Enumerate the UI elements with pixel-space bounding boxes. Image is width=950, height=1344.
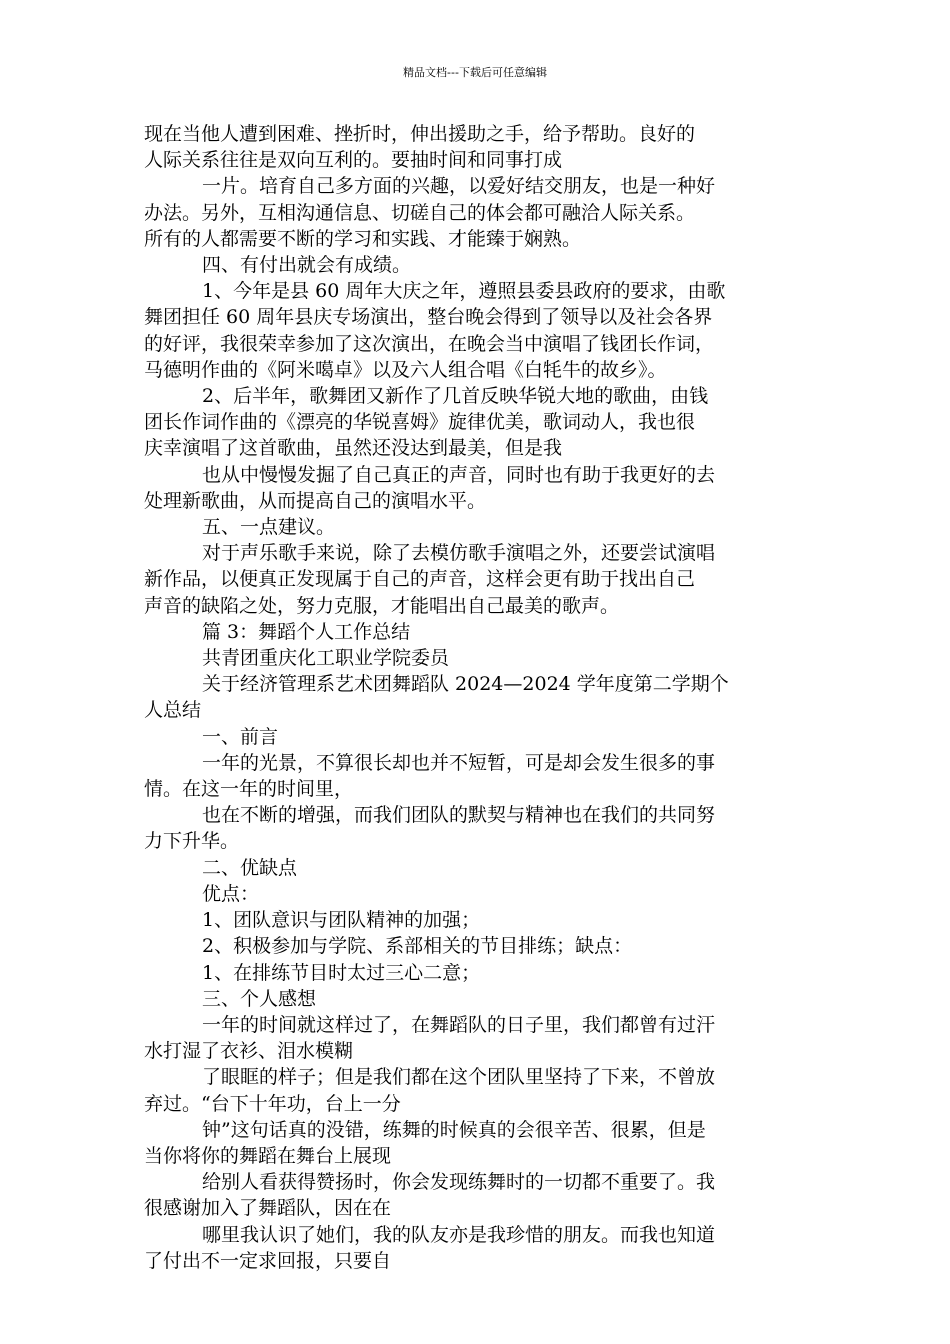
paragraph [144, 121, 814, 173]
text-line: 声音的缺陷之处，努力克服，才能唱出自己最美的歌声。 [144, 594, 620, 617]
text-line: 2、积极参加与学院、系部相关的节目排练；缺点： [202, 935, 633, 958]
paragraph [144, 1117, 814, 1169]
paragraph [144, 855, 814, 881]
text-line: 一年的时间就这样过了，在舞蹈队的日子里，我们都曾有过汗 [202, 1013, 716, 1036]
text-line: 哪里我认识了她们，我的队友亦是我珍惜的朋友。而我也知道 [202, 1223, 716, 1246]
paragraph [144, 1012, 814, 1064]
text-line: 共青团重庆化工职业学院委员 [202, 647, 450, 670]
text-line: 的好评，我很荣幸参加了这次演出，在晚会当中演唱了钱团长作词， [144, 332, 715, 355]
text-line: 办法。另外，互相沟通信息、切磋自己的体会都可融洽人际关系。 [144, 201, 696, 224]
text-line: 了付出不一定求回报，只要自 [144, 1249, 392, 1272]
paragraph [144, 645, 814, 671]
text-line: 2、后半年，歌舞团又新作了几首反映华锐大地的歌曲，由钱 [202, 385, 709, 408]
text-line: 一、前言 [202, 725, 279, 748]
text-line: 1、今年是县 60 周年大庆之年，遵照县委县政府的要求，由歌 [202, 280, 726, 303]
paragraph [144, 278, 814, 383]
text-line: 庆幸演唱了这首歌曲，虽然还没达到最美，但是我 [144, 437, 563, 460]
paragraph [144, 1222, 814, 1274]
paragraph [144, 252, 814, 278]
paragraph [144, 960, 814, 986]
text-line: 1、在排练节目时太过三心二意； [202, 961, 481, 984]
paragraph [144, 462, 814, 514]
paragraph [144, 173, 814, 252]
text-line: 对于声乐歌手来说，除了去模仿歌手演唱之外，还要尝试演唱 [202, 542, 716, 565]
text-line: 四、有付出就会有成绩。 [202, 254, 412, 277]
page-header: 精品文档---下载后可任意编辑 [403, 66, 547, 79]
text-line: 关于经济管理系艺术团舞蹈队 2024—2024 学年度第二学期个 [202, 673, 729, 696]
paragraph [144, 383, 814, 462]
text-line: 情。在这一年的时间里， [144, 778, 354, 801]
text-line: 五、一点建议。 [202, 516, 336, 539]
text-line: 弃过。“台下十年功，台上一分 [144, 1092, 401, 1115]
paragraph [144, 540, 814, 619]
text-line: 钟”这句话真的没错，练舞的时候真的会很辛苦、很累，但是 [202, 1118, 706, 1141]
text-line: 处理新歌曲，从而提高自己的演唱水平。 [144, 489, 487, 512]
text-line: 新作品，以便真正发现属于自己的声音，这样会更有助于找出自己 [144, 568, 696, 591]
paragraph [144, 881, 814, 907]
text-line: 人际关系往往是双向互利的。要抽时间和同事打成 [144, 149, 563, 172]
paragraph [144, 750, 814, 802]
paragraph [144, 802, 814, 854]
text-line: 也在不断的增强，而我们团队的默契与精神也在我们的共同努 [202, 804, 716, 827]
text-line: 团长作词作曲的《漂亮的华锐喜姆》旋律优美，歌词动人，我也很 [144, 411, 696, 434]
text-line: 一片。培育自己多方面的兴趣，以爱好结交朋友，也是一种好 [202, 175, 716, 198]
text-line: 人总结 [144, 699, 202, 722]
paragraph [144, 1064, 814, 1116]
text-line: 当你将你的舞蹈在舞台上展现 [144, 1144, 392, 1167]
document-body [144, 121, 814, 1274]
text-line: 二、优缺点 [202, 856, 298, 879]
text-line: 一年的光景，不算很长却也并不短暂，可是却会发生很多的事 [202, 751, 716, 774]
paragraph [144, 907, 814, 933]
paragraph [144, 1169, 814, 1221]
text-line: 篇 3：舞蹈个人工作总结 [202, 620, 411, 643]
paragraph [144, 933, 814, 959]
text-line: 三、个人感想 [202, 987, 317, 1010]
text-line: 力下升华。 [144, 830, 240, 853]
paragraph [144, 514, 814, 540]
paragraph [144, 619, 814, 645]
text-line: 所有的人都需要不断的学习和实践、才能臻于娴熟。 [144, 227, 582, 250]
text-line: 也从中慢慢发掘了自己真正的声音，同时也有助于我更好的去 [202, 463, 716, 486]
text-line: 很感谢加入了舞蹈队，因在在 [144, 1197, 392, 1220]
text-line: 现在当他人遭到困难、挫折时，伸出援助之手，给予帮助。良好的 [144, 123, 696, 145]
text-line: 优点： [202, 882, 260, 905]
text-line: 给别人看获得赞扬时，你会发现练舞时的一切都不重要了。我 [202, 1171, 716, 1194]
text-line: 水打湿了衣衫、泪水模糊 [144, 1040, 354, 1063]
paragraph [144, 986, 814, 1012]
text-line: 1、团队意识与团队精神的加强； [202, 909, 481, 932]
text-line: 马德明作曲的《阿米噶卓》以及六人组合唱《白牦牛的故乡》。 [144, 358, 667, 381]
text-line: 舞团担任 60 周年县庆专场演出，整台晚会得到了领导以及社会各界 [144, 306, 713, 329]
paragraph [144, 671, 814, 723]
paragraph [144, 724, 814, 750]
text-line: 了眼眶的样子；但是我们都在这个团队里坚持了下来，不曾放 [202, 1066, 716, 1089]
